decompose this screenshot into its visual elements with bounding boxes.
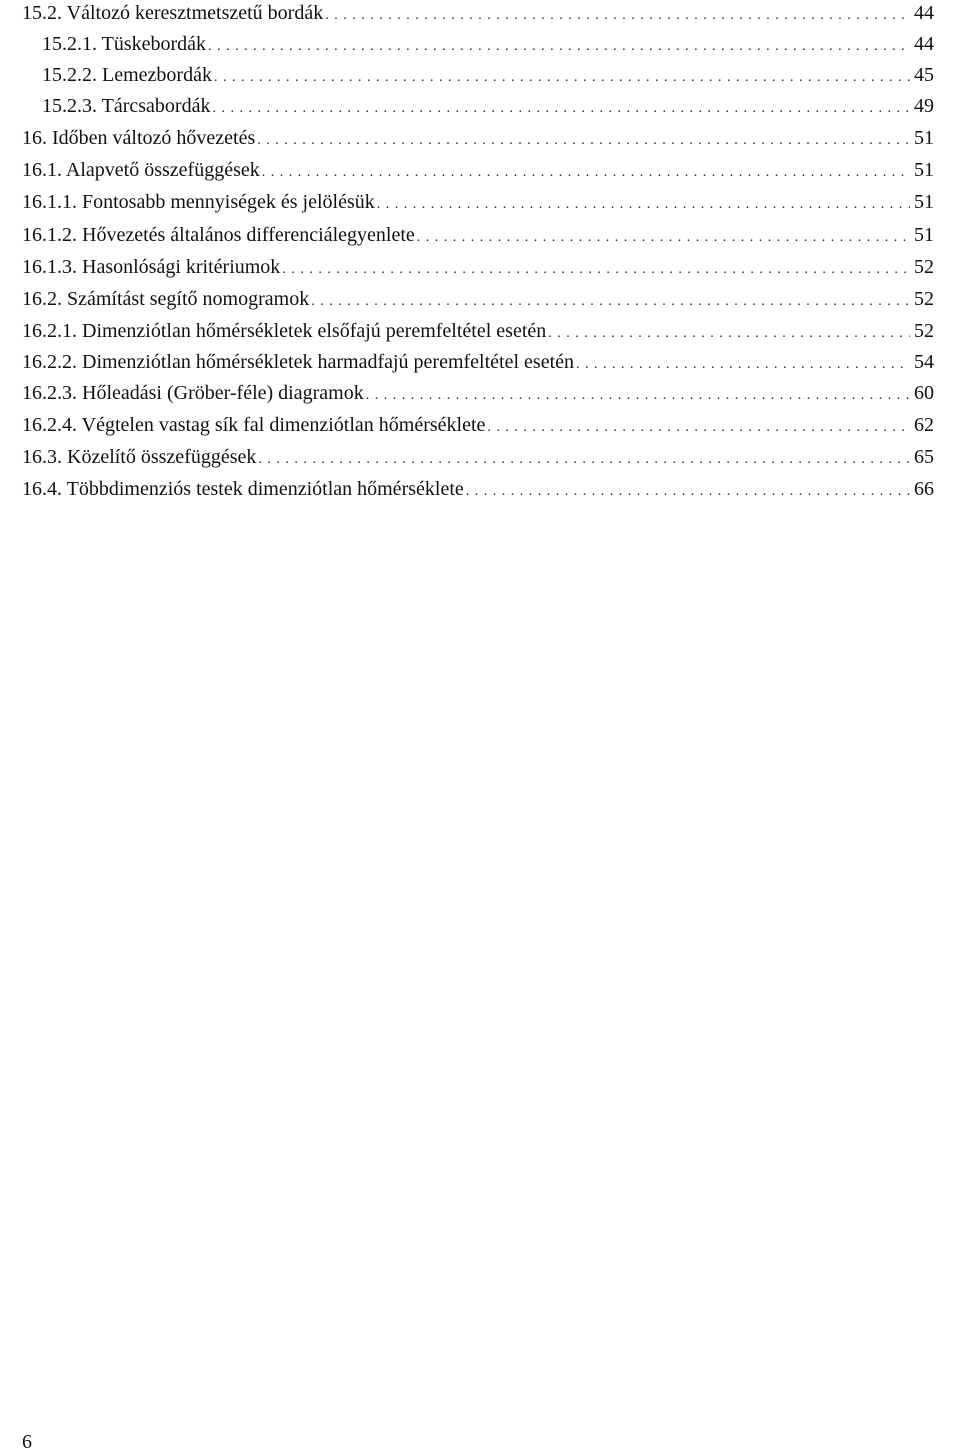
toc-entry-page: 66 — [914, 478, 934, 500]
toc-entry[interactable] — [22, 286, 934, 312]
toc-entry-page: 52 — [914, 256, 934, 278]
toc-entry[interactable] — [42, 31, 934, 57]
toc-leader-dots — [548, 321, 910, 347]
toc-leader-dots — [212, 96, 910, 122]
toc-entry[interactable] — [22, 412, 934, 438]
toc-entry-page: 54 — [914, 351, 934, 373]
toc-entry[interactable] — [42, 62, 934, 88]
toc-entry-page: 49 — [914, 95, 934, 117]
toc-entry-label: 16.2.4. Végtelen vastag sík fal dimenziótlan hőmérséklete — [22, 414, 486, 436]
toc-entry-page: 44 — [914, 2, 934, 24]
toc-entry-label: 16.2.2. Dimenziótlan hőmérsékletek harmadfajú peremfeltétel esetén — [22, 351, 575, 373]
toc-entry[interactable] — [22, 157, 934, 183]
toc-entry[interactable] — [22, 222, 934, 248]
toc-leader-dots — [208, 34, 910, 60]
toc-entry[interactable] — [22, 189, 934, 215]
toc-entry-page: 51 — [914, 191, 934, 213]
toc-entry[interactable] — [22, 254, 934, 280]
toc-leader-dots — [377, 192, 910, 218]
toc-entry[interactable] — [42, 93, 934, 119]
toc-leader-dots — [258, 447, 910, 473]
toc-entry[interactable] — [22, 0, 934, 26]
page-number: 6 — [22, 1431, 32, 1453]
toc-entry-page: 44 — [914, 33, 934, 55]
toc-leader-dots — [576, 352, 910, 378]
toc-leader-dots — [466, 479, 910, 505]
toc-entry-page: 45 — [914, 64, 934, 86]
toc-entry[interactable] — [22, 318, 934, 344]
toc-leader-dots — [257, 128, 910, 154]
toc-entry-label: 16.2. Számítást segítő nomogramok — [22, 288, 310, 310]
toc-entry-label: 15.2. Változó keresztmetszetű bordák — [22, 2, 324, 24]
toc-entry-label: 16.2.3. Hőleadási (Gröber-féle) diagramok — [22, 382, 364, 404]
toc-leader-dots — [366, 383, 910, 409]
toc-entry-page: 51 — [914, 224, 934, 246]
toc-entry-label: 16.1.1. Fontosabb mennyiségek és jelölésük — [22, 191, 375, 213]
toc-leader-dots — [214, 65, 910, 91]
toc-entry-page: 52 — [914, 320, 934, 342]
toc-entry-page: 60 — [914, 382, 934, 404]
toc-leader-dots — [487, 415, 910, 441]
toc-entry-label: 16.2.1. Dimenziótlan hőmérsékletek elsőfajú peremfeltétel esetén — [22, 320, 547, 342]
toc-entry[interactable] — [22, 349, 934, 375]
toc-entry-label: 16.3. Közelítő összefüggések — [22, 446, 257, 468]
toc-leader-dots — [325, 3, 910, 29]
toc-entry-label: 16.1. Alapvető összefüggések — [22, 159, 260, 181]
toc-entry[interactable] — [22, 380, 934, 406]
toc-entry-label: 15.2.3. Tárcsabordák — [42, 95, 211, 117]
toc-leader-dots — [417, 225, 910, 251]
toc-entry-label: 16.4. Többdimenziós testek dimenziótlan hőmérséklete — [22, 478, 464, 500]
toc-entry-page: 51 — [914, 127, 934, 149]
toc-leader-dots — [311, 289, 910, 315]
toc-entry-label: 15.2.2. Lemezbordák — [42, 64, 212, 86]
toc-leader-dots — [262, 160, 910, 186]
toc-entry-label: 16.1.3. Hasonlósági kritériumok — [22, 256, 281, 278]
toc-entry-label: 15.2.1. Tüskebordák — [42, 33, 207, 55]
toc-entry-label: 16.1.2. Hővezetés általános differenciálegyenlete — [22, 224, 415, 246]
toc-entry-page: 65 — [914, 446, 934, 468]
toc-entry[interactable] — [22, 125, 934, 151]
toc-leader-dots — [282, 257, 910, 283]
toc-entry-page: 52 — [914, 288, 934, 310]
toc-entry-label: 16. Időben változó hővezetés — [22, 127, 256, 149]
toc-entry-page: 62 — [914, 414, 934, 436]
toc-entry[interactable] — [22, 444, 934, 470]
toc-entry-page: 51 — [914, 159, 934, 181]
toc-entry[interactable] — [22, 476, 934, 502]
